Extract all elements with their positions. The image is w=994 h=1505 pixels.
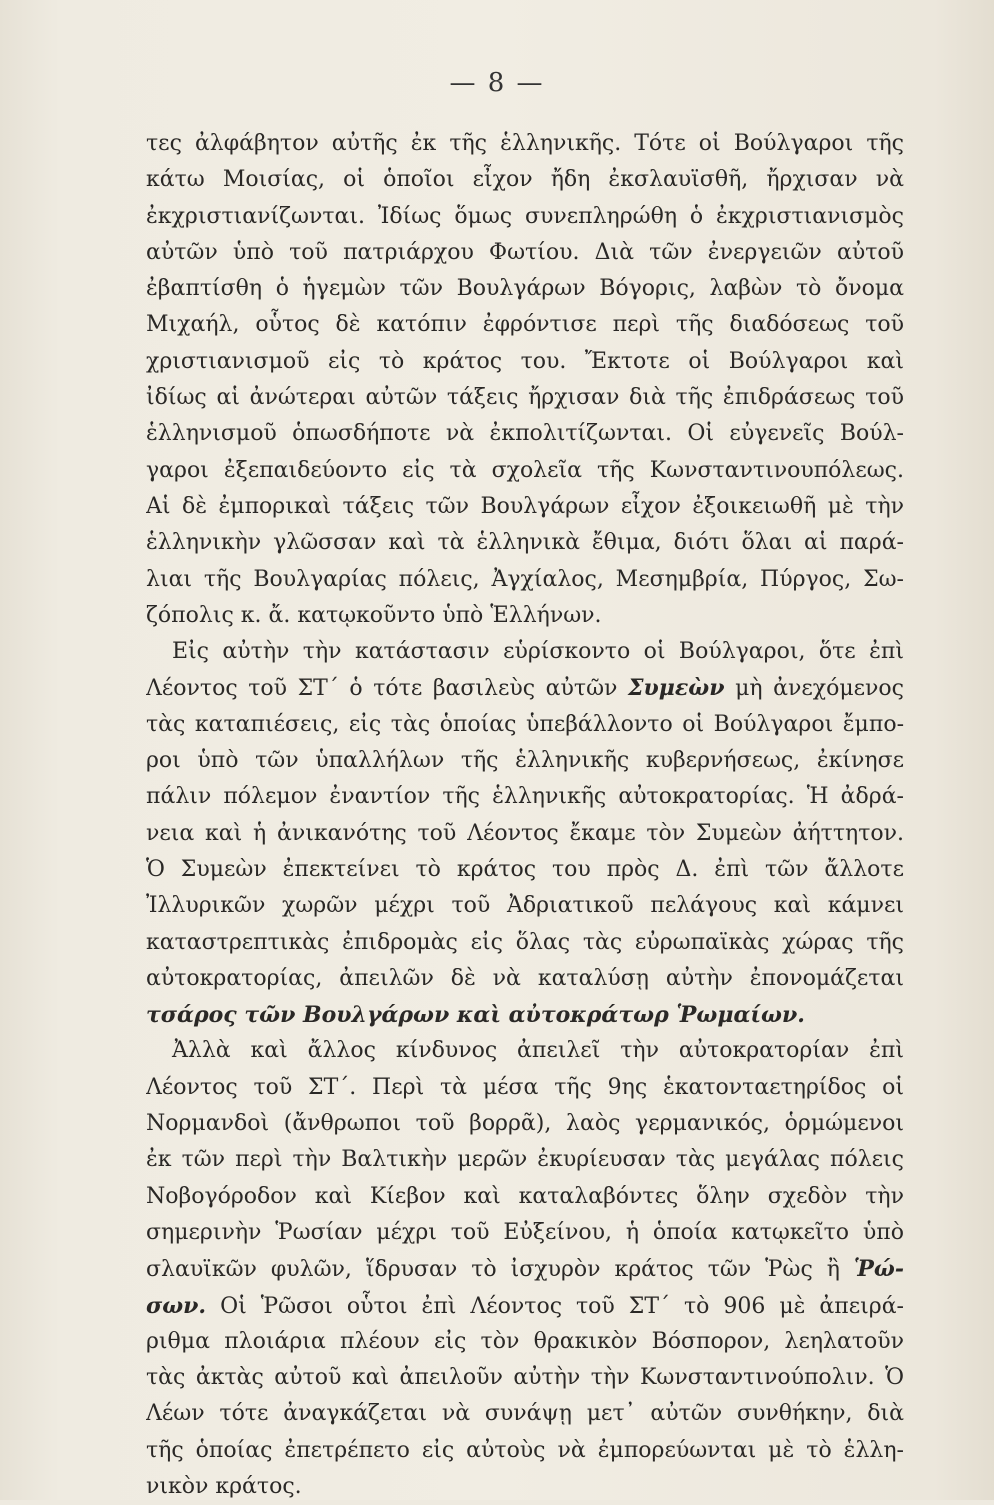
- text-line: [146, 852, 904, 888]
- text-line: [146, 888, 904, 924]
- text-segment: μὴ ἀνεχόμενος: [724, 676, 904, 702]
- text-segment: Νορμανδοὶ (ἄνθρωποι τοῦ βορρᾶ), λαὸς γερμανικός, ὁρμώμενοι: [146, 1111, 904, 1137]
- text-line: [146, 670, 904, 706]
- text-segment: τὰς ἀκτὰς αὐτοῦ καὶ ἀπειλοῦν αὐτὴν τὴν Κωνσταντινούπολιν. Ὁ: [146, 1365, 904, 1391]
- text-line: [146, 743, 904, 779]
- text-segment: Ἰλλυρικῶν χωρῶν μέχρι τοῦ Ἀδριατικοῦ πελάγους καὶ κάμνει: [146, 893, 904, 919]
- text-segment: Λέων τότε ἀναγκάζεται νὰ συνάψῃ μετ᾽ αὐτῶν συνθήκην, διὰ: [146, 1401, 904, 1427]
- text-line: ἰδίως αἱ ἀνώτεραι αὐτῶν τάξεις ἤρχισαν διὰ τῆς ἐπιδράσεως τοῦ: [146, 385, 904, 411]
- text-segment: Νοβογόροδον καὶ Κίεβον καὶ καταλαβόντες ὅλην σχεδὸν τὴν: [146, 1183, 904, 1209]
- text-line: [146, 1324, 904, 1360]
- text-segment: νικὸν κράτος.: [146, 1473, 302, 1499]
- text-segment: ροι ὑπὸ τῶν ὑπαλλήλων τῆς ἑλληνικῆς κυβερνήσεως, ἐκίνησε: [146, 748, 904, 774]
- text-line: [146, 634, 904, 670]
- text-segment: τὰς καταπιέσεις, εἰς τὰς ὁποίας ὑπεβάλλοντο οἱ Βούλγαροι ἔμπο-: [146, 711, 904, 737]
- text-segment: Λέοντος τοῦ ΣΤ΄ ὁ τότε βασιλεὺς αὐτῶν: [146, 676, 628, 702]
- text-segment: Εἰς αὐτὴν τὴν κατάστασιν εὑρίσκοντο οἱ Βούλγαροι, ὅτε ἐπὶ: [172, 639, 904, 665]
- text-line: [146, 1433, 904, 1469]
- page-number: — 8 —: [449, 68, 545, 98]
- text-line: [146, 1106, 904, 1142]
- text-line: [146, 997, 904, 1033]
- text-segment: σλαυϊκῶν φυλῶν, ἵδρυσαν τὸ ἰσχυρὸν κράτος τῶν Ῥὼς ἢ: [146, 1257, 854, 1283]
- text-line: γαροι ἐξεπαιδεύοντο εἰς τὰ σχολεῖα τῆς Κωνσταντινουπόλεως.: [146, 457, 904, 483]
- text-segment: ριθμα πλοιάρια πλέουν εἰς τὸν θρακικὸν Βόσπορον, λεηλατοῦν: [146, 1328, 904, 1354]
- text-segment: Ὁ Συμεὼν ἐπεκτείνει τὸ κράτος του πρὸς Δ. ἐπὶ τῶν ἄλλοτε: [146, 856, 904, 882]
- text-line: ἐκχριστιανίζωνται. Ἰδίως ὅμως συνεπληρώθη ὁ ἐκχριστιανισμὸς: [146, 203, 904, 229]
- text-line: [146, 1251, 904, 1287]
- text-line: [146, 707, 904, 743]
- text-line: κάτω Μοισίας, οἱ ὁποῖοι εἶχον ἤδη ἐκσλαυϊσθῆ, ἤρχισαν νὰ: [146, 167, 904, 193]
- text-line: αὐτῶν ὑπὸ τοῦ πατριάρχου Φωτίου. Διὰ τῶν ἐνεργειῶν αὐτοῦ: [146, 239, 904, 265]
- emphasis-text: σων.: [146, 1292, 207, 1319]
- text-segment: αὐτοκρατορίας, ἀπειλῶν δὲ νὰ καταλύσῃ αὐτὴν ἐπονομάζεται: [146, 965, 904, 991]
- text-line: [146, 961, 904, 997]
- text-segment: Ἀλλὰ καὶ ἄλλος κίνδυνος ἀπειλεῖ τὴν αὐτοκρατορίαν ἐπὶ: [172, 1038, 904, 1064]
- text-line: [146, 1142, 904, 1178]
- text-line: χριστιανισμοῦ εἰς τὸ κράτος του. Ἔκτοτε οἱ Βούλγαροι καὶ: [146, 348, 904, 374]
- text-line: τες ἀλφάβητον αὐτῆς ἐκ τῆς ἑλληνικῆς. Τότε οἱ Βούλγαροι τῆς: [146, 131, 904, 156]
- text-segment: τῆς ὁποίας ἐπετρέπετο εἰς αὐτοὺς νὰ ἐμπορεύωνται μὲ τὸ ἑλλη-: [146, 1437, 904, 1463]
- text-line: [146, 779, 904, 815]
- text-line: λιαι τῆς Βουλγαρίας πόλεις, Ἀγχίαλος, Μεσημβρία, Πύργος, Σω-: [146, 566, 904, 592]
- text-segment: πάλιν πόλεμον ἐναντίον τῆς ἑλληνικῆς αὐτοκρατορίας. Ἡ ἀδρά-: [146, 784, 904, 810]
- text-line: [146, 1288, 904, 1324]
- text-line: [146, 1179, 904, 1215]
- text-line: [146, 1396, 904, 1432]
- text-line: Μιχαήλ, οὗτος δὲ κατόπιν ἐφρόντισε περὶ τῆς διαδόσεως τοῦ: [146, 312, 904, 338]
- emphasis-text: Ῥώ-: [853, 1256, 904, 1283]
- text-line: ἑλληνικὴν γλῶσσαν καὶ τὰ ἑλληνικὰ ἔθιμα, διότι ὅλαι αἱ παρά-: [146, 530, 904, 556]
- text-segment: σημερινὴν Ῥωσίαν μέχρι τοῦ Εὐξείνου, ἡ ὁποία κατῳκεῖτο ὑπὸ: [146, 1219, 904, 1245]
- text-line: ἐβαπτίσθη ὁ ἡγεμὼν τῶν Βουλγάρων Βόγορις, λαβὼν τὸ ὄνομα: [146, 276, 904, 302]
- text-line: [146, 1360, 904, 1396]
- emphasis-text: Συμεὼν: [627, 675, 725, 702]
- text-line: [146, 816, 904, 852]
- text-line: ζόπολις κ. ἄ. κατῳκοῦντο ὑπὸ Ἑλλήνων.: [146, 602, 602, 628]
- emphasis-text: τσάρος τῶν Βουλγάρων καὶ αὐτοκράτωρ Ῥωμαίων.: [146, 1002, 805, 1029]
- body-text: [146, 126, 904, 1505]
- text-segment: νεια καὶ ἡ ἀνικανότης τοῦ Λέοντος ἔκαμε τὸν Συμεὼν ἀήττητον.: [146, 820, 904, 846]
- text-segment: καταστρεπτικὰς ἐπιδρομὰς εἰς ὅλας τὰς εὐρωπαϊκὰς χώρας τῆς: [146, 929, 904, 955]
- text-line: ἑλληνισμοῦ ὁπωσδήποτε νὰ ἐκπολιτίζωνται. Οἱ εὐγενεῖς Βούλ-: [146, 421, 904, 447]
- text-line: Αἱ δὲ ἐμπορικαὶ τάξεις τῶν Βουλγάρων εἶχον ἐξοικειωθῆ μὲ τὴν: [146, 493, 904, 519]
- text-segment: Λέοντος τοῦ ΣΤ΄. Περὶ τὰ μέσα τῆς 9ης ἑκατονταετηρίδος οἱ: [146, 1074, 904, 1100]
- text-line: [146, 1215, 904, 1251]
- text-line: [146, 1070, 904, 1106]
- text-segment: Οἱ Ῥῶσοι οὗτοι ἐπὶ Λέοντος τοῦ ΣΤ΄ τὸ 906 μὲ ἀπειρά-: [206, 1293, 904, 1319]
- text-segment: ἐκ τῶν περὶ τὴν Βαλτικὴν μερῶν ἐκυρίευσαν τὰς μεγάλας πόλεις: [146, 1147, 904, 1173]
- text-line: [146, 925, 904, 961]
- text-line: [146, 1033, 904, 1069]
